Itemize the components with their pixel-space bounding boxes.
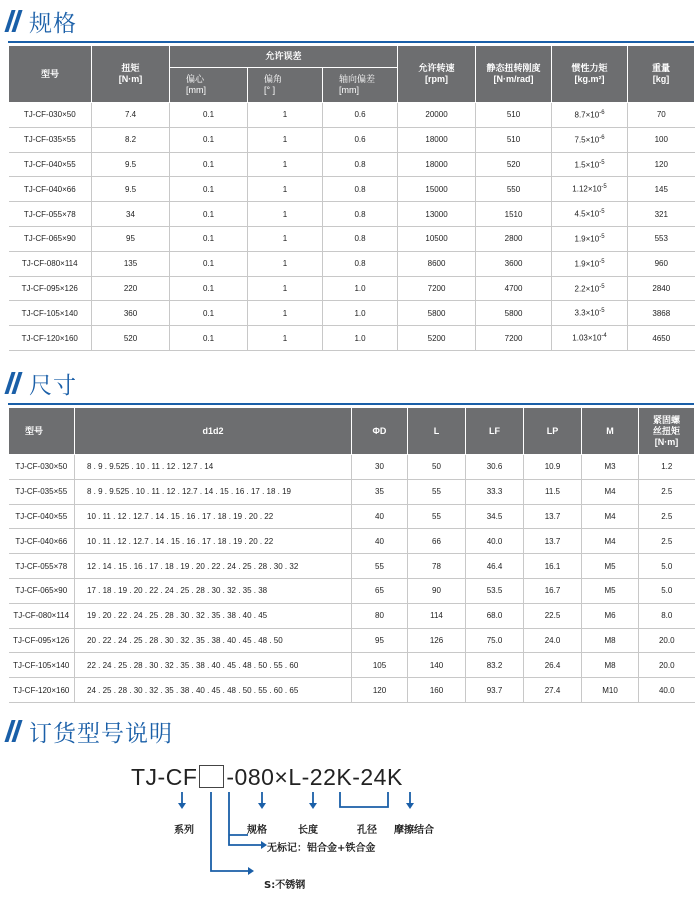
cell-eccentric: 0.1 — [170, 202, 248, 227]
cell-tighten-torque: 20.0 — [639, 653, 695, 678]
cell-stiffness: 510 — [476, 103, 552, 128]
inertia-exponent: -6 — [599, 134, 605, 141]
table-row — [9, 678, 695, 703]
cell-torque: 520 — [92, 326, 170, 351]
cell-model: TJ-CF-040×66 — [9, 529, 75, 554]
cell-eccentric: 0.1 — [170, 177, 248, 202]
cell-m: M5 — [582, 554, 639, 579]
inertia-exponent: -5 — [599, 308, 605, 315]
label-bore: 孔径 — [357, 825, 377, 836]
table-row — [9, 578, 695, 603]
dim-section-rule — [8, 403, 694, 405]
cell-tighten-torque: 40.0 — [639, 678, 695, 703]
cell-speed: 7200 — [398, 276, 476, 301]
cell-m: M3 — [582, 455, 639, 480]
spec-section-heading — [8, 6, 77, 36]
cell-model: TJ-CF-040×55 — [9, 152, 92, 177]
cell-angle: 1 — [248, 177, 323, 202]
cell-angle: 1 — [248, 276, 323, 301]
cell-torque: 360 — [92, 301, 170, 326]
col-speed: 允许转速 [rpm] — [398, 46, 476, 103]
order-model-code — [131, 764, 403, 791]
cell-od: 120 — [352, 678, 408, 703]
cell-inertia: $1.03\times 10^{-4}$ — [552, 326, 628, 351]
cell-angle: 1 — [248, 301, 323, 326]
cell-od: 55 — [352, 554, 408, 579]
cell-weight: 2840 — [628, 276, 695, 301]
cell-lp: 13.7 — [524, 504, 582, 529]
col-axial: 轴向偏差 [mm] — [323, 68, 398, 103]
spec-table — [8, 45, 695, 351]
cell-speed: 20000 — [398, 103, 476, 128]
label-length: 长度 — [298, 825, 318, 836]
table-row — [9, 326, 695, 351]
option-stainless: S:不锈钢 — [264, 880, 306, 891]
cell-lp: 13.7 — [524, 529, 582, 554]
table-row — [9, 479, 695, 504]
slash-marks-icon — [8, 372, 19, 394]
cell-eccentric: 0.1 — [170, 326, 248, 351]
cell-l: 90 — [408, 578, 466, 603]
cell-axial: 0.8 — [323, 251, 398, 276]
cell-m: M4 — [582, 504, 639, 529]
cell-d1d2: 22 . 24 . 25 . 28 . 30 . 32 . 35 . 38 . 40 . 45 . 48 . 50 . 55 . 60 — [75, 653, 352, 678]
col-stiffness: 静态扭转刚度 [N·m/rad] — [476, 46, 552, 103]
dcol-l: L — [408, 408, 466, 455]
cell-stiffness: 510 — [476, 127, 552, 152]
cell-torque: 9.5 — [92, 152, 170, 177]
cell-inertia: $4.5\times 10^{-5}$ — [552, 202, 628, 227]
table-row — [9, 226, 695, 251]
cell-lp: 16.7 — [524, 578, 582, 603]
cell-od: 105 — [352, 653, 408, 678]
cell-model: TJ-CF-105×140 — [9, 301, 92, 326]
slash-marks-icon — [8, 10, 19, 32]
col-model: 型号 — [9, 46, 92, 103]
cell-od: 30 — [352, 455, 408, 480]
cell-weight: 100 — [628, 127, 695, 152]
table-row — [9, 554, 695, 579]
cell-lp: 24.0 — [524, 628, 582, 653]
cell-tighten-torque: 1.2 — [639, 455, 695, 480]
cell-angle: 1 — [248, 127, 323, 152]
cell-inertia: $1.9\times 10^{-5}$ — [552, 251, 628, 276]
cell-speed: 8600 — [398, 251, 476, 276]
cell-speed: 15000 — [398, 177, 476, 202]
cell-od: 35 — [352, 479, 408, 504]
cell-od: 40 — [352, 529, 408, 554]
cell-d1d2: 8 . 9 . 9.525 . 10 . 11 . 12 . 12.7 . 14 . 15 . 16 . 17 . 18 . 19 — [75, 479, 352, 504]
cell-speed: 13000 — [398, 202, 476, 227]
cell-weight: 4650 — [628, 326, 695, 351]
cell-stiffness: 550 — [476, 177, 552, 202]
cell-model: TJ-CF-065×90 — [9, 226, 92, 251]
cell-speed: 5200 — [398, 326, 476, 351]
col-inertia: 惯性力矩 [kg.m²] — [552, 46, 628, 103]
cell-inertia: $1.12\times 10^{-5}$ — [552, 177, 628, 202]
cell-l: 78 — [408, 554, 466, 579]
order-section-heading — [8, 716, 173, 746]
cell-speed: 10500 — [398, 226, 476, 251]
cell-lf: 40.0 — [466, 529, 524, 554]
cell-l: 140 — [408, 653, 466, 678]
cell-eccentric: 0.1 — [170, 301, 248, 326]
arrow-down-icon — [406, 803, 414, 809]
cell-lf: 34.5 — [466, 504, 524, 529]
inertia-exponent: -5 — [599, 159, 605, 166]
cell-axial: 0.6 — [323, 103, 398, 128]
cell-inertia: $2.2\times 10^{-5}$ — [552, 276, 628, 301]
arrow-right-icon — [248, 867, 254, 875]
cell-angle: 1 — [248, 202, 323, 227]
cell-l: 55 — [408, 479, 466, 504]
arrow-down-icon — [258, 803, 266, 809]
table-row — [9, 177, 695, 202]
label-clamp: 摩擦结合 — [394, 825, 434, 836]
col-weight: 重量 [kg] — [628, 46, 695, 103]
cell-lf: 93.7 — [466, 678, 524, 703]
cell-stiffness: 7200 — [476, 326, 552, 351]
cell-angle: 1 — [248, 103, 323, 128]
cell-torque: 7.4 — [92, 103, 170, 128]
cell-m: M8 — [582, 628, 639, 653]
dim-section-title: 尺寸 — [29, 372, 77, 399]
cell-d1d2: 17 . 18 . 19 . 20 . 22 . 24 . 25 . 28 . 30 . 32 . 35 . 38 — [75, 578, 352, 603]
cell-speed: 18000 — [398, 127, 476, 152]
cell-lp: 10.9 — [524, 455, 582, 480]
inertia-exponent: -5 — [599, 209, 605, 216]
cell-m: M8 — [582, 653, 639, 678]
cell-speed: 5800 — [398, 301, 476, 326]
cell-lp: 16.1 — [524, 554, 582, 579]
cell-stiffness: 3600 — [476, 251, 552, 276]
cell-model: TJ-CF-065×90 — [9, 578, 75, 603]
cell-model: TJ-CF-035×55 — [9, 127, 92, 152]
table-row — [9, 628, 695, 653]
cell-m: M6 — [582, 603, 639, 628]
table-row — [9, 276, 695, 301]
cell-eccentric: 0.1 — [170, 276, 248, 301]
cell-stiffness: 1510 — [476, 202, 552, 227]
table-row — [9, 127, 695, 152]
cell-d1d2: 24 . 25 . 28 . 30 . 32 . 35 . 38 . 40 . 45 . 48 . 50 . 55 . 60 . 65 — [75, 678, 352, 703]
dcol-d1d2: d1d2 — [75, 408, 352, 455]
table-row — [9, 202, 695, 227]
conn-bore — [340, 792, 388, 807]
table-row — [9, 653, 695, 678]
cell-lp: 26.4 — [524, 653, 582, 678]
cell-model: TJ-CF-030×50 — [9, 455, 75, 480]
cell-inertia: $3.3\times 10^{-5}$ — [552, 301, 628, 326]
cell-lp: 22.5 — [524, 603, 582, 628]
cell-tighten-torque: 8.0 — [639, 603, 695, 628]
label-spec: 规格 — [247, 825, 267, 836]
table-row — [9, 529, 695, 554]
cell-m: M10 — [582, 678, 639, 703]
cell-weight: 145 — [628, 177, 695, 202]
cell-model: TJ-CF-040×66 — [9, 177, 92, 202]
order-section-title: 订货型号说明 — [29, 720, 173, 747]
table-row — [9, 603, 695, 628]
cell-model: TJ-CF-080×114 — [9, 603, 75, 628]
cell-model: TJ-CF-055×78 — [9, 554, 75, 579]
cell-axial: 1.0 — [323, 326, 398, 351]
cell-d1d2: 12 . 14 . 15 . 16 . 17 . 18 . 19 . 20 . 22 . 24 . 25 . 28 . 30 . 32 — [75, 554, 352, 579]
code-prefix: TJ-CF — [131, 764, 198, 790]
cell-tighten-torque: 5.0 — [639, 554, 695, 579]
label-series: 系列 — [174, 825, 194, 836]
col-torque: 扭矩 [N·m] — [92, 46, 170, 103]
cell-m: M5 — [582, 578, 639, 603]
cell-axial: 0.8 — [323, 152, 398, 177]
cell-torque: 9.5 — [92, 177, 170, 202]
cell-weight: 120 — [628, 152, 695, 177]
cell-axial: 0.6 — [323, 127, 398, 152]
inertia-exponent: -6 — [599, 110, 605, 117]
cell-stiffness: 2800 — [476, 226, 552, 251]
table-row — [9, 152, 695, 177]
cell-angle: 1 — [248, 251, 323, 276]
cell-d1d2: 10 . 11 . 12 . 12.7 . 14 . 15 . 16 . 17 . 18 . 19 . 20 . 22 — [75, 529, 352, 554]
cell-weight: 960 — [628, 251, 695, 276]
col-eccentric: 偏心 [mm] — [170, 68, 248, 103]
cell-stiffness: 4700 — [476, 276, 552, 301]
cell-lf: 46.4 — [466, 554, 524, 579]
table-row — [9, 301, 695, 326]
cell-lp: 27.4 — [524, 678, 582, 703]
cell-model: TJ-CF-035×55 — [9, 479, 75, 504]
cell-eccentric: 0.1 — [170, 103, 248, 128]
cell-axial: 1.0 — [323, 276, 398, 301]
col-angle: 偏角 [° ] — [248, 68, 323, 103]
cell-model: TJ-CF-120×160 — [9, 678, 75, 703]
cell-inertia: $1.5\times 10^{-5}$ — [552, 152, 628, 177]
dcol-model: 型号 — [9, 408, 75, 455]
cell-axial: 0.8 — [323, 177, 398, 202]
inertia-exponent: -5 — [601, 184, 607, 191]
cell-angle: 1 — [248, 326, 323, 351]
cell-lp: 11.5 — [524, 479, 582, 504]
cell-torque: 135 — [92, 251, 170, 276]
cell-l: 66 — [408, 529, 466, 554]
cell-d1d2: 8 . 9 . 9.525 . 10 . 11 . 12 . 12.7 . 14 — [75, 455, 352, 480]
cell-l: 114 — [408, 603, 466, 628]
cell-d1d2: 19 . 20 . 22 . 24 . 25 . 28 . 30 . 32 . 35 . 38 . 40 . 45 — [75, 603, 352, 628]
conn-material-none — [229, 792, 261, 845]
cell-axial: 1.0 — [323, 301, 398, 326]
spec-section-rule — [8, 41, 694, 43]
cell-torque: 34 — [92, 202, 170, 227]
inertia-exponent: -4 — [601, 333, 607, 340]
table-row — [9, 103, 695, 128]
cell-model: TJ-CF-095×126 — [9, 276, 92, 301]
cell-axial: 0.8 — [323, 226, 398, 251]
inertia-exponent: -5 — [599, 234, 605, 241]
spec-section-title: 规格 — [29, 10, 77, 37]
cell-weight: 70 — [628, 103, 695, 128]
cell-l: 126 — [408, 628, 466, 653]
cell-tighten-torque: 20.0 — [639, 628, 695, 653]
cell-tighten-torque: 5.0 — [639, 578, 695, 603]
dcol-od: ΦD — [352, 408, 408, 455]
dcol-lp: LP — [524, 408, 582, 455]
cell-model: TJ-CF-055×78 — [9, 202, 92, 227]
cell-lf: 30.6 — [466, 455, 524, 480]
cell-model: TJ-CF-095×126 — [9, 628, 75, 653]
cell-weight: 553 — [628, 226, 695, 251]
cell-angle: 1 — [248, 152, 323, 177]
cell-lf: 75.0 — [466, 628, 524, 653]
cell-tighten-torque: 2.5 — [639, 479, 695, 504]
cell-d1d2: 10 . 11 . 12 . 12.7 . 14 . 15 . 16 . 17 . 18 . 19 . 20 . 22 — [75, 504, 352, 529]
cell-od: 40 — [352, 504, 408, 529]
cell-lf: 33.3 — [466, 479, 524, 504]
col-tolerance-group: 允许误差 — [170, 46, 398, 68]
cell-lf: 68.0 — [466, 603, 524, 628]
cell-tighten-torque: 2.5 — [639, 529, 695, 554]
cell-stiffness: 520 — [476, 152, 552, 177]
dcol-m: M — [582, 408, 639, 455]
table-row — [9, 504, 695, 529]
cell-weight: 3868 — [628, 301, 695, 326]
cell-tighten-torque: 2.5 — [639, 504, 695, 529]
cell-m: M4 — [582, 529, 639, 554]
inertia-exponent: -5 — [599, 283, 605, 290]
cell-stiffness: 5800 — [476, 301, 552, 326]
cell-torque: 95 — [92, 226, 170, 251]
cell-d1d2: 20 . 22 . 24 . 25 . 28 . 30 . 32 . 35 . 38 . 40 . 45 . 48 . 50 — [75, 628, 352, 653]
cell-model: TJ-CF-040×55 — [9, 504, 75, 529]
cell-angle: 1 — [248, 226, 323, 251]
option-none: 无标记：铝合金+铁合金 — [267, 843, 376, 854]
cell-eccentric: 0.1 — [170, 251, 248, 276]
cell-od: 80 — [352, 603, 408, 628]
cell-torque: 8.2 — [92, 127, 170, 152]
code-suffix: -080×L-22K-24K — [226, 764, 403, 790]
cell-l: 55 — [408, 504, 466, 529]
cell-axial: 0.8 — [323, 202, 398, 227]
cell-l: 160 — [408, 678, 466, 703]
dcol-tighten: 紧固螺 丝扭矩 [N·m] — [639, 408, 695, 455]
material-code-box — [199, 765, 224, 788]
cell-speed: 18000 — [398, 152, 476, 177]
cell-model: TJ-CF-120×160 — [9, 326, 92, 351]
inertia-exponent: -5 — [599, 258, 605, 265]
dcol-lf: LF — [466, 408, 524, 455]
table-row — [9, 455, 695, 480]
table-row — [9, 251, 695, 276]
cell-model: TJ-CF-105×140 — [9, 653, 75, 678]
dim-section-heading — [8, 368, 77, 398]
cell-inertia: $1.9\times 10^{-5}$ — [552, 226, 628, 251]
cell-l: 50 — [408, 455, 466, 480]
cell-od: 95 — [352, 628, 408, 653]
cell-torque: 220 — [92, 276, 170, 301]
slash-marks-icon — [8, 720, 19, 742]
cell-weight: 321 — [628, 202, 695, 227]
cell-eccentric: 0.1 — [170, 152, 248, 177]
cell-inertia: $7.5\times 10^{-6}$ — [552, 127, 628, 152]
cell-eccentric: 0.1 — [170, 226, 248, 251]
dimension-table — [8, 407, 695, 703]
cell-eccentric: 0.1 — [170, 127, 248, 152]
arrow-down-icon — [309, 803, 317, 809]
cell-inertia: $8.7\times 10^{-6}$ — [552, 103, 628, 128]
cell-lf: 83.2 — [466, 653, 524, 678]
cell-model: TJ-CF-030×50 — [9, 103, 92, 128]
cell-model: TJ-CF-080×114 — [9, 251, 92, 276]
arrow-down-icon — [178, 803, 186, 809]
cell-m: M4 — [582, 479, 639, 504]
order-code-diagram — [0, 755, 700, 905]
cell-lf: 53.5 — [466, 578, 524, 603]
cell-od: 65 — [352, 578, 408, 603]
